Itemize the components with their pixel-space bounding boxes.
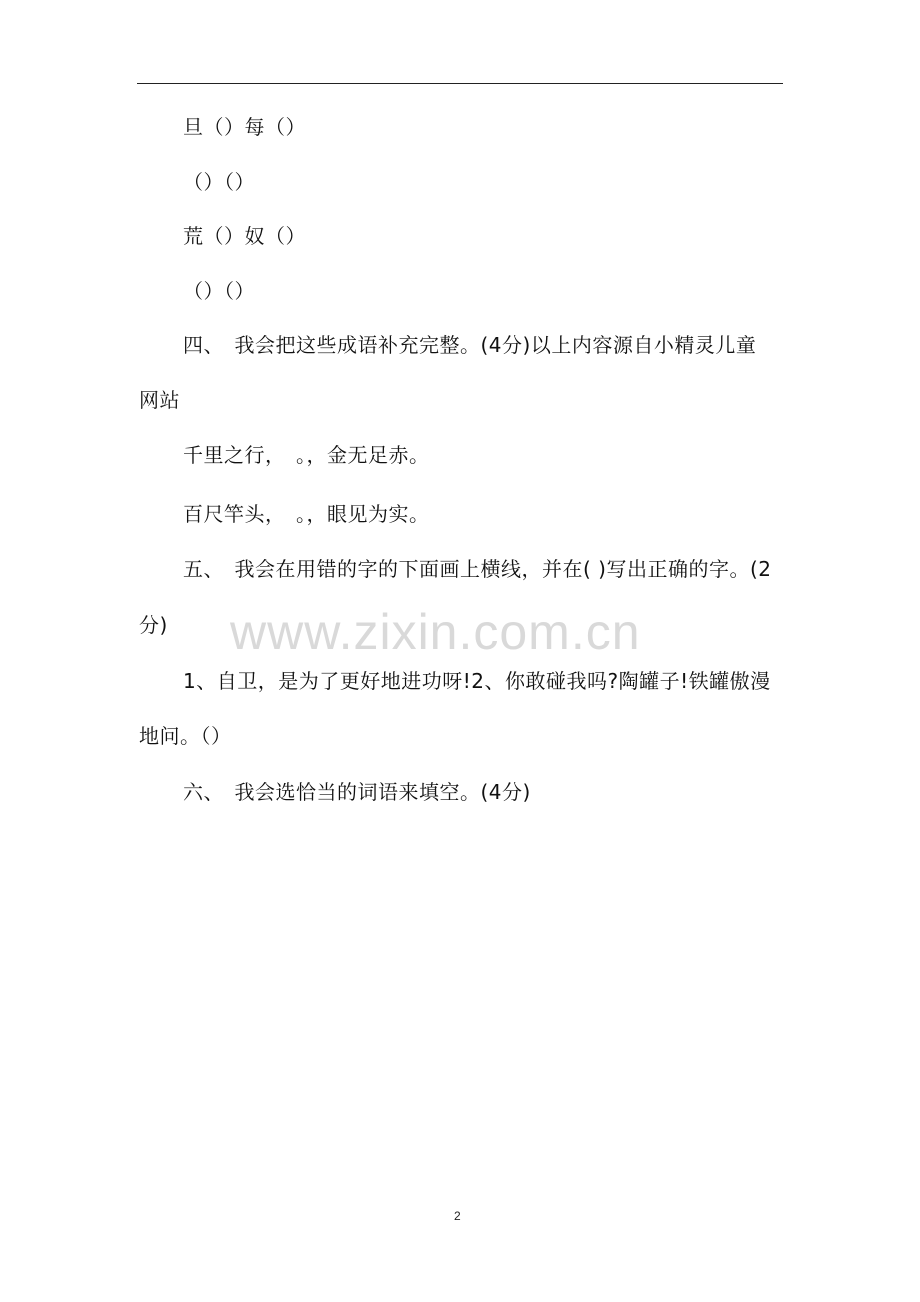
idiom-line-2: 百尺竿头， 。，眼见为实。 bbox=[183, 502, 430, 526]
page-number: 2 bbox=[454, 1209, 461, 1223]
sentence-line-1: 1、自卫，是为了更好地进功呀!2、你敢碰我吗?陶罐子!铁罐傲漫 bbox=[183, 669, 771, 693]
text-line-3: 荒（）奴（） bbox=[183, 224, 306, 248]
section-four-heading: 四、 我会把这些成语补充完整。(4分)以上内容源自小精灵儿童 bbox=[183, 333, 757, 357]
watermark: www.zixin.com.cn bbox=[230, 604, 641, 660]
section-five-continuation: 分) bbox=[139, 613, 168, 637]
text-line-4: （）（） bbox=[183, 279, 255, 303]
header-rule bbox=[137, 83, 783, 84]
sentence-line-2: 地问。（） bbox=[139, 724, 232, 748]
text-line-2: （）（） bbox=[183, 170, 255, 194]
section-four-continuation: 网站 bbox=[139, 388, 180, 412]
text-line-1: 旦（）每（） bbox=[183, 115, 306, 139]
section-six-heading: 六、 我会选恰当的词语来填空。(4分) bbox=[183, 780, 531, 804]
idiom-line-1: 千里之行， 。，金无足赤。 bbox=[183, 443, 430, 467]
section-five-heading: 五、 我会在用错的字的下面画上横线，并在( )写出正确的字。(2 bbox=[183, 557, 772, 581]
